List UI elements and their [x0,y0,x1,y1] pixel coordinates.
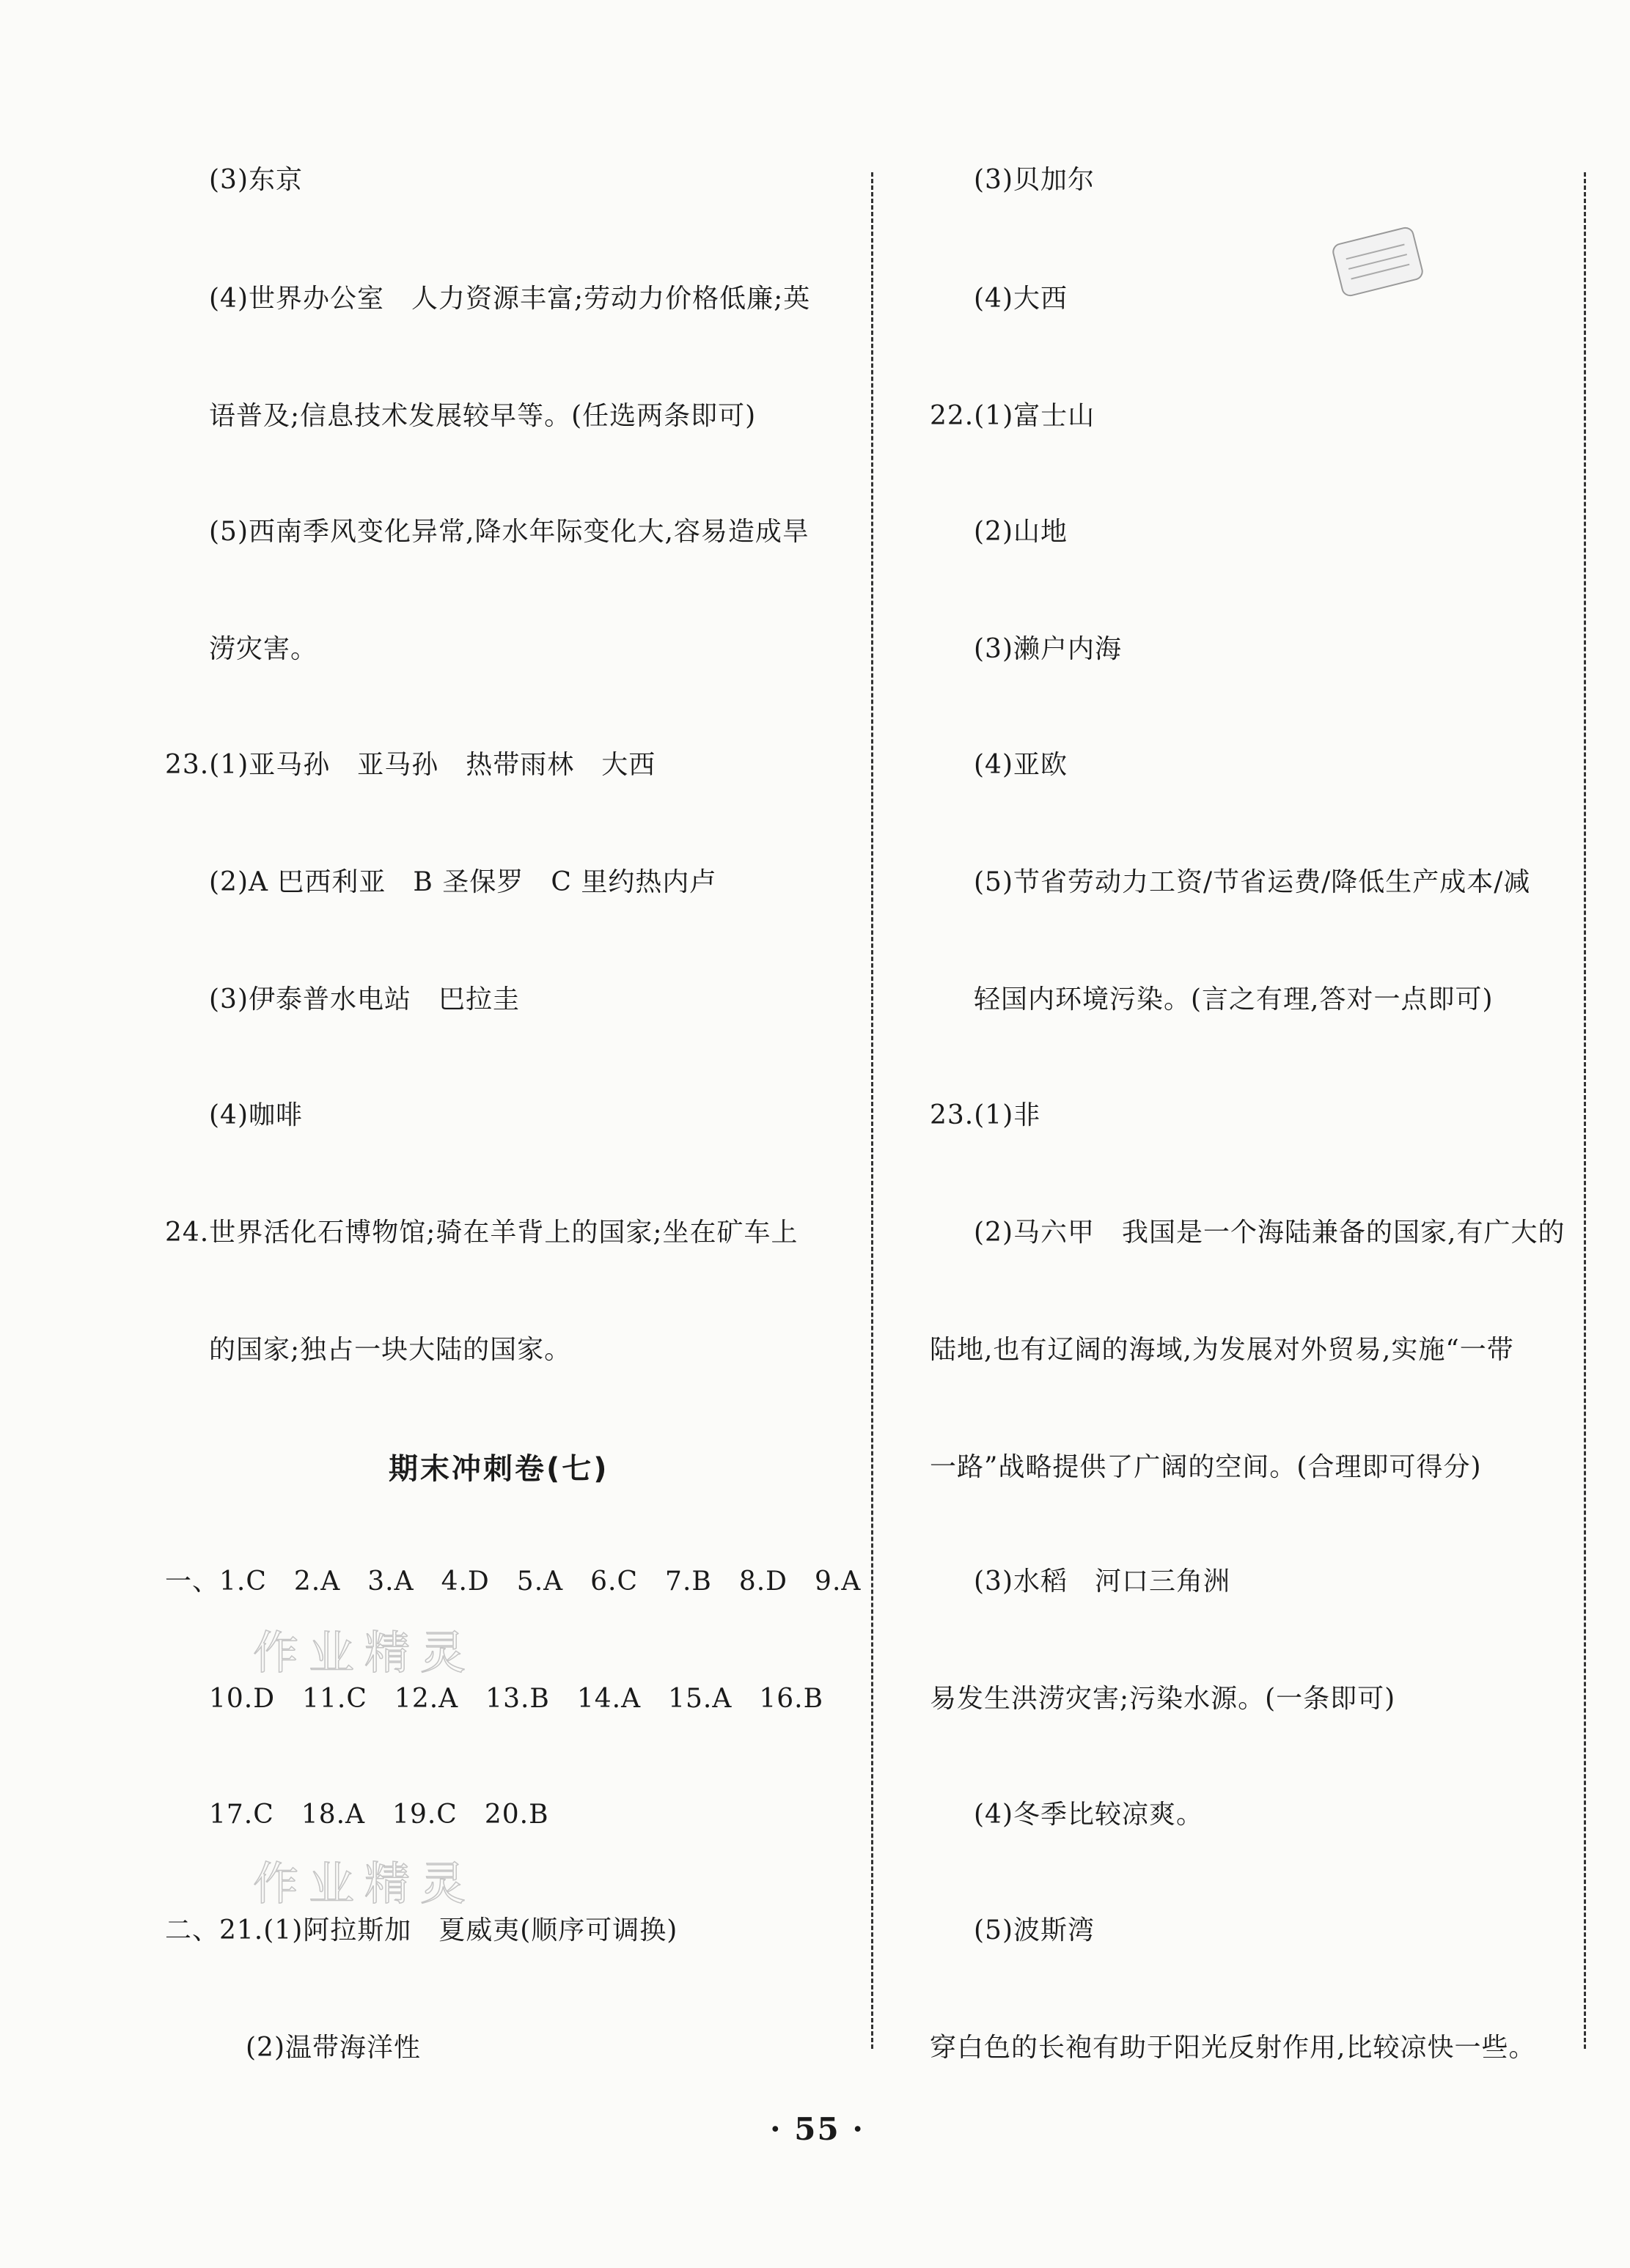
answer-line: (3)贝加尔 [974,165,1095,195]
answer-line: (3)濑户内海 [974,634,1122,664]
answer-line: 10.D 11.C 12.A 13.B 14.A 15.A 16.B [209,1684,824,1714]
answer-line: 二、21.(1)阿拉斯加 夏威夷(顺序可调换) [165,1915,678,1945]
answer-line: 17.C 18.A 19.C 20.B [209,1800,549,1830]
answer-line: 一、1.C 2.A 3.A 4.D 5.A 6.C 7.B 8.D 9.A [165,1566,862,1597]
column-divider-left [871,172,873,2049]
watermark-text: 作业精灵 [253,1857,477,1910]
answer-line: (5)西南季风变化异常,降水年际变化大,容易造成旱 [209,517,810,547]
answer-line: (2)马六甲 我国是一个海陆兼备的国家,有广大的 [974,1218,1565,1248]
answer-line: (4)大西 [974,284,1068,314]
stamp-icon [1331,225,1425,298]
answer-line: (3)水稻 河口三角洲 [974,1566,1230,1597]
answer-line: (2)山地 [974,517,1068,547]
answer-line: (5)节省劳动力工资/节省运费/降低生产成本/减 [974,867,1531,897]
answer-line: 语普及;信息技术发展较早等。(任选两条即可) [209,401,757,431]
answer-line: 23.(1)非 [930,1100,1041,1130]
answer-line: 陆地,也有辽阔的海域,为发展对外贸易,实施“一带 [930,1335,1514,1365]
answer-line: (4)冬季比较凉爽。 [974,1800,1203,1830]
answer-line: 的国家;独占一块大陆的国家。 [209,1335,572,1365]
answer-line: (3)伊泰普水电站 巴拉圭 [209,984,520,1015]
answer-line: (4)咖啡 [209,1100,303,1130]
page-number: · 55 · [770,2111,864,2147]
answer-line: (5)波斯湾 [974,1915,1095,1945]
answer-line: 一路”战略提供了广阔的空间。(合理即可得分) [930,1452,1482,1482]
answer-line: 易发生洪涝灾害;污染水源。(一条即可) [930,1684,1396,1714]
answer-line: 涝灾害。 [209,634,318,664]
answer-line: (3)东京 [209,165,303,195]
answer-line: (2)A 巴西利亚 B 圣保罗 C 里约热内卢 [209,867,717,897]
answer-line: (2)温带海洋性 [246,2033,421,2063]
answer-line: 23.(1)亚马孙 亚马孙 热带雨林 大西 [165,750,656,780]
answer-line: 轻国内环境污染。(言之有理,答对一点即可) [974,984,1494,1015]
answer-line: 24.世界活化石博物馆;骑在羊背上的国家;坐在矿车上 [165,1218,799,1248]
answer-line: 22.(1)富士山 [930,401,1095,431]
watermark-text: 作业精灵 [253,1626,477,1679]
section-title: 期末冲刺卷(七) [389,1452,609,1486]
column-divider-right [1584,172,1586,2049]
answer-line: (4)世界办公室 人力资源丰富;劳动力价格低廉;英 [209,284,811,314]
answer-line: (4)亚欧 [974,750,1068,780]
answer-line: 穿白色的长袍有助于阳光反射作用,比较凉快一些。 [930,2033,1536,2063]
